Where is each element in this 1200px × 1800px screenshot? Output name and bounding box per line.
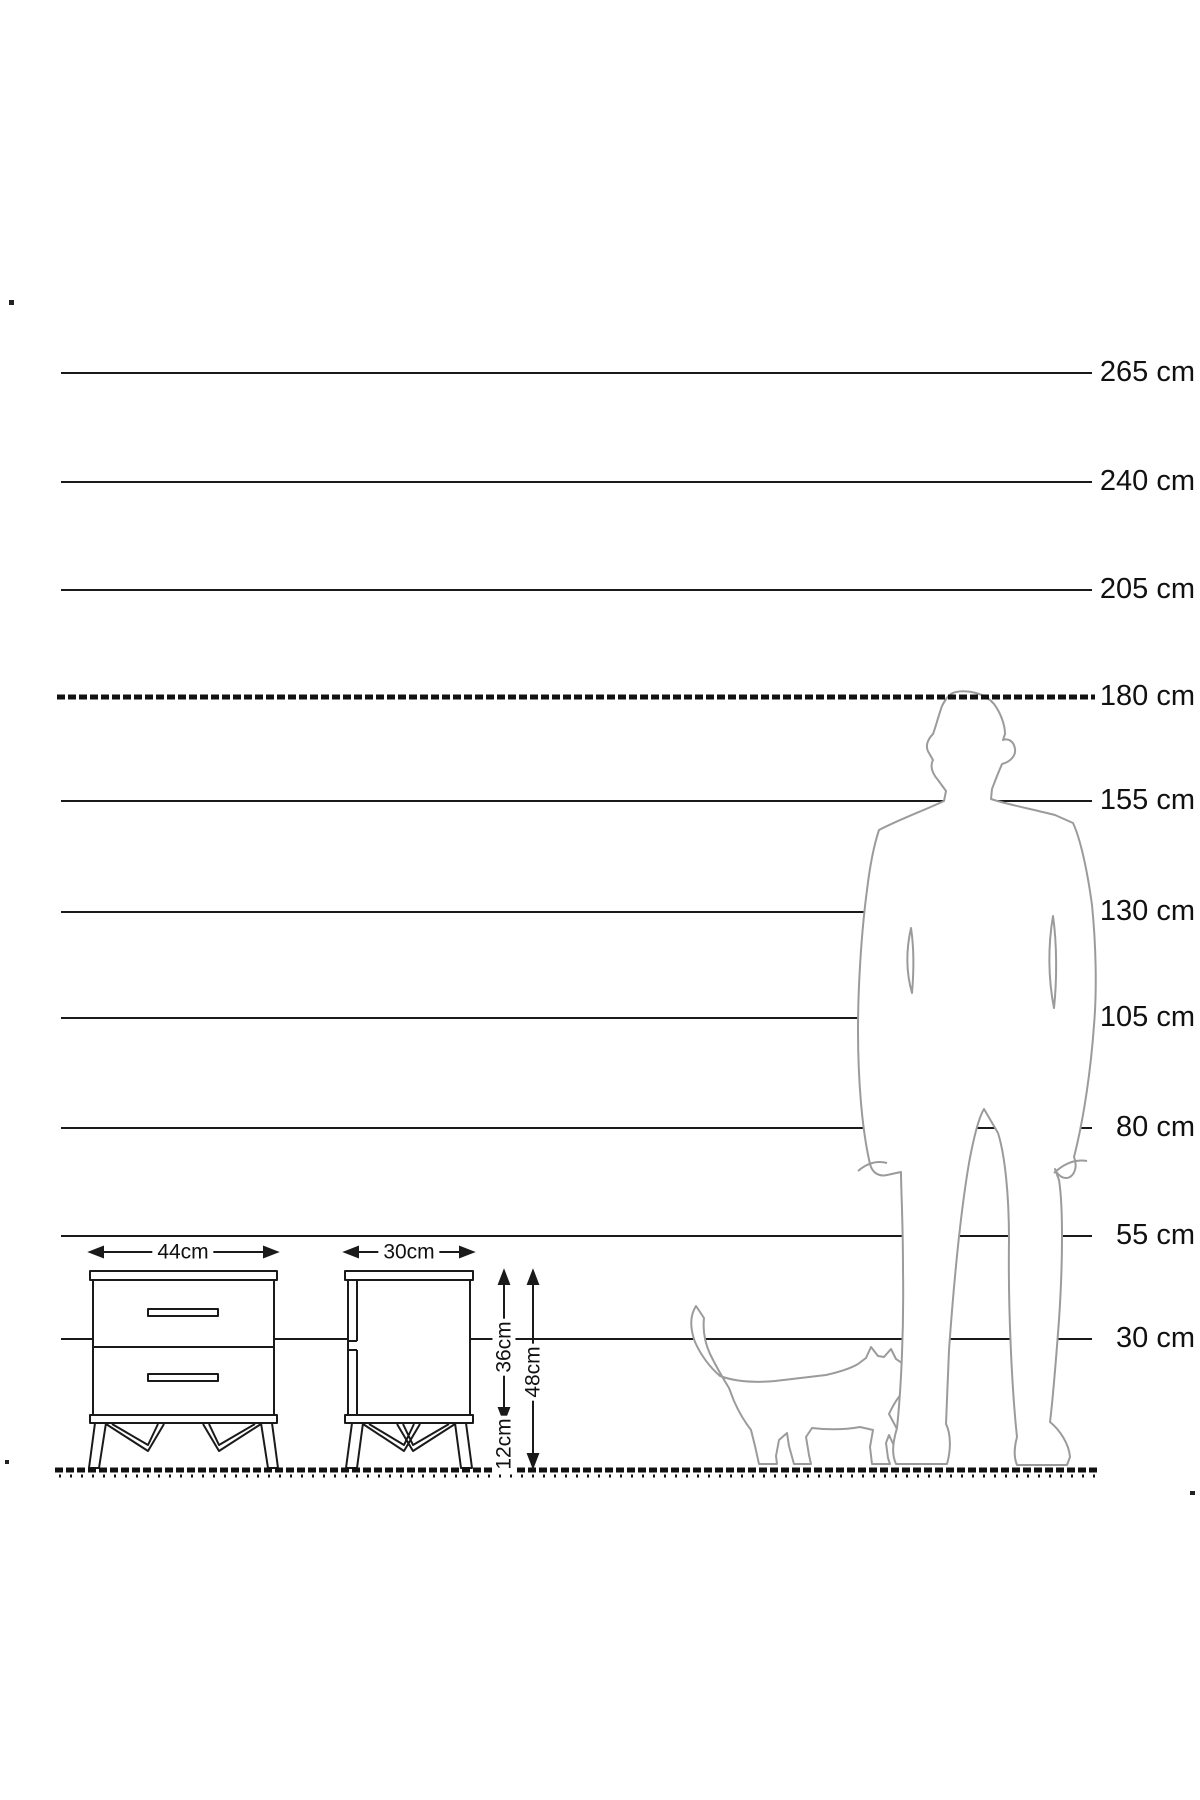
height-label-180: 180 cm [1099,679,1195,712]
front-handle-bottom [148,1374,218,1381]
side-depth-label: 30cm [378,1240,439,1263]
arrow-right-44 [264,1247,277,1257]
front-handle-top [148,1309,218,1316]
artifact-dot [9,300,14,305]
nightstand-side-view [345,1271,473,1468]
side-body [348,1280,470,1415]
front-leg-brace-left [106,1424,164,1451]
height-label-30: 30 cm [1116,1321,1195,1354]
height-label-80: 80 cm [1116,1110,1195,1143]
arrow-left-30 [345,1247,358,1257]
side-top-board [345,1271,473,1280]
height-label-55: 55 cm [1116,1218,1195,1251]
man-outline [858,691,1096,1465]
front-bottom-board [90,1415,277,1423]
body-height-label: 36cm [492,1318,515,1375]
cat-silhouette [691,1306,921,1464]
front-leg-brace-right [203,1424,261,1451]
arrow-up-36 [499,1271,509,1284]
side-bottom-board [345,1415,473,1423]
side-leg-back [455,1423,472,1468]
artifact-dot [5,1460,9,1464]
leg-height-label: 12cm [492,1415,515,1472]
height-label-105: 105 cm [1099,1000,1195,1033]
front-top-board [90,1271,277,1280]
man-silhouette [858,691,1096,1465]
side-leg-front [346,1423,363,1468]
arrow-up-48 [528,1271,538,1284]
arrow-down-48 [528,1454,538,1467]
arrow-right-30 [460,1247,473,1257]
front-leg-left [89,1423,106,1468]
height-label-205: 205 cm [1099,572,1195,605]
nightstand-front-view [89,1271,278,1468]
artifact-dot [1190,1491,1195,1495]
total-height-label: 48cm [521,1343,544,1400]
height-label-265: 265 cm [1099,355,1195,388]
height-label-155: 155 cm [1099,783,1195,816]
height-label-240: 240 cm [1099,464,1195,497]
front-leg-right [261,1423,278,1468]
arrow-left-44 [90,1247,103,1257]
height-label-130: 130 cm [1099,894,1195,927]
front-width-label: 44cm [152,1240,213,1263]
